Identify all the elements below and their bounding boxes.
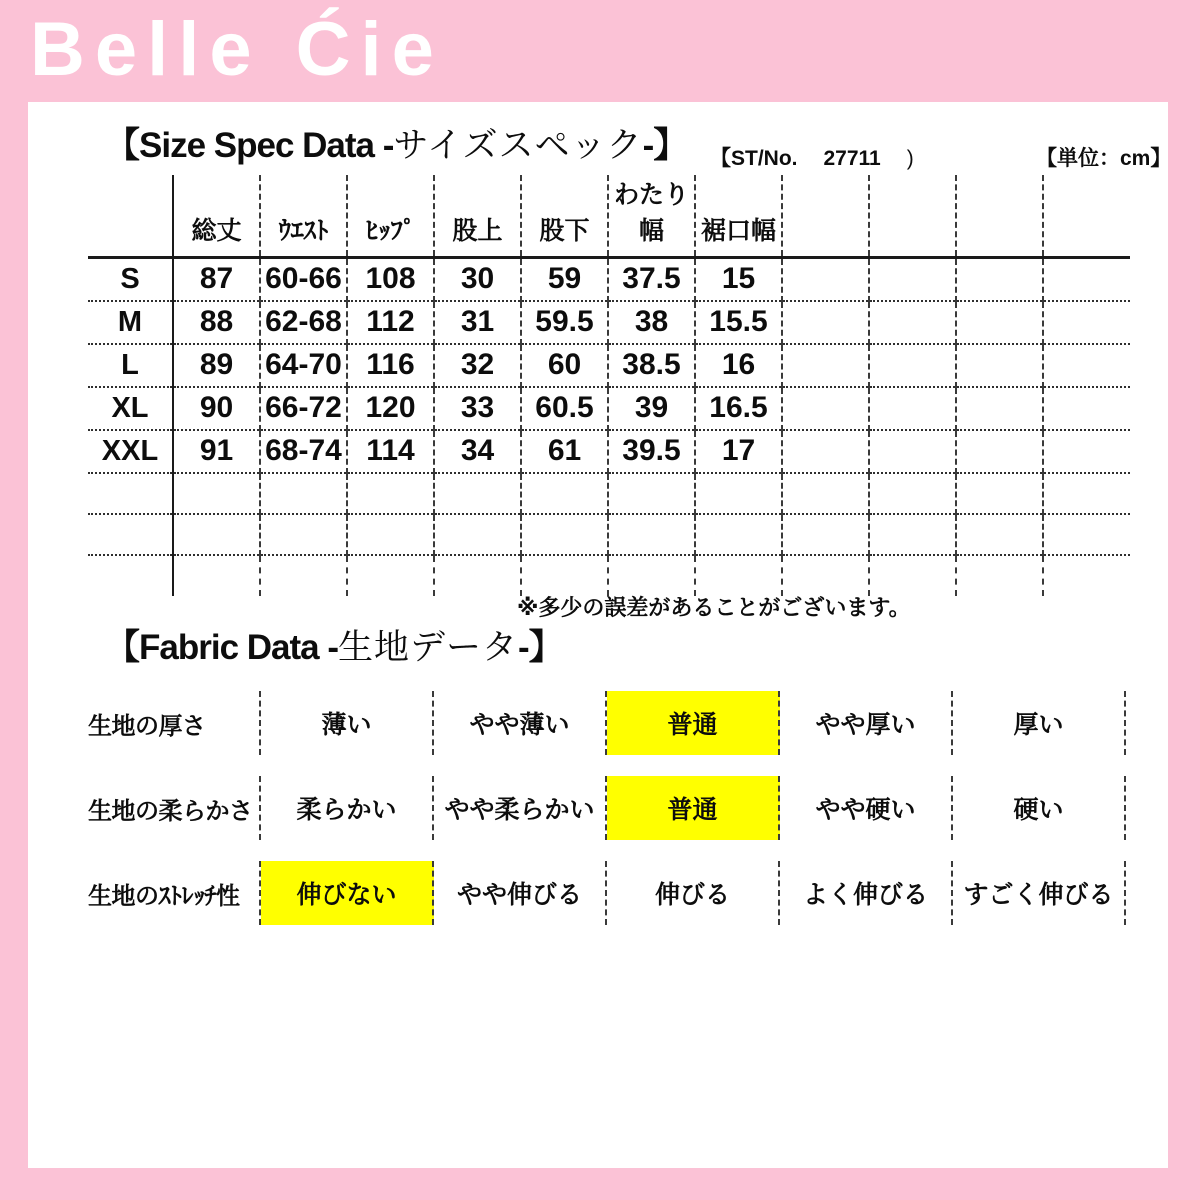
size-spec-heading-close: -】 <box>642 126 688 165</box>
size-cell-empty <box>1043 301 1130 344</box>
size-row <box>88 387 1130 430</box>
size-cell-empty <box>695 514 782 555</box>
size-cell: 34 <box>434 430 521 473</box>
size-col-header-empty <box>782 175 869 258</box>
fabric-row-label: 生地のｽﾄﾚｯﾁ性 <box>88 861 261 925</box>
fabric-data-heading-jp: 生地データ <box>338 628 519 667</box>
size-cell-empty <box>869 430 956 473</box>
size-cell-empty <box>88 514 173 555</box>
fabric-row <box>88 691 1154 755</box>
size-cell-empty <box>88 473 173 514</box>
size-cell-empty <box>347 473 434 514</box>
size-cell: 90 <box>173 387 260 430</box>
size-cell: 60.5 <box>521 387 608 430</box>
size-cell-empty <box>347 555 434 596</box>
fabric-option: やや伸びる <box>434 861 607 925</box>
size-cell: 114 <box>347 430 434 473</box>
size-cell-empty <box>434 514 521 555</box>
size-table-body <box>88 258 1130 596</box>
size-cell: 31 <box>434 301 521 344</box>
size-cell-empty <box>1043 555 1130 596</box>
size-row-label: XXL <box>88 430 173 473</box>
size-col-header-empty <box>869 175 956 258</box>
size-cell: 17 <box>695 430 782 473</box>
size-cell-empty <box>782 473 869 514</box>
fabric-option: 伸びる <box>607 861 780 925</box>
fabric-option: やや厚い <box>780 691 953 755</box>
size-cell: 87 <box>173 258 260 301</box>
size-spec-heading <box>105 126 687 166</box>
size-cell: 88 <box>173 301 260 344</box>
size-col-header: ｳｴｽﾄ <box>260 175 347 258</box>
unit-label: 【単位：cm】 <box>1036 147 1172 170</box>
fabric-option: よく伸びる <box>780 861 953 925</box>
fabric-row <box>88 861 1154 925</box>
size-row <box>88 301 1130 344</box>
size-col-header: ﾋｯﾌﾟ <box>347 175 434 258</box>
size-cell-empty <box>1043 514 1130 555</box>
size-row <box>88 430 1130 473</box>
size-cell: 15.5 <box>695 301 782 344</box>
size-cell: 30 <box>434 258 521 301</box>
size-row-label: S <box>88 258 173 301</box>
size-table-head <box>88 175 1130 258</box>
tolerance-note: ※多少の誤差があることがございます。 <box>517 595 911 620</box>
size-cell-empty <box>782 258 869 301</box>
size-cell-empty <box>869 473 956 514</box>
size-cell: 62-68 <box>260 301 347 344</box>
size-cell-empty <box>782 301 869 344</box>
size-cell-empty <box>521 555 608 596</box>
size-cell-empty <box>1043 387 1130 430</box>
size-cell-empty <box>608 514 695 555</box>
fabric-data-heading-en: 【Fabric Data - <box>105 628 338 667</box>
fabric-option: 柔らかい <box>261 776 434 840</box>
size-cell-empty <box>782 430 869 473</box>
size-cell-empty <box>695 473 782 514</box>
size-cell: 59 <box>521 258 608 301</box>
size-cell-empty <box>956 514 1043 555</box>
size-cell-empty <box>1043 258 1130 301</box>
size-corner-cell <box>88 175 173 258</box>
brand-logo-word2: Ćie <box>295 7 444 92</box>
size-table-header-row <box>88 175 1130 258</box>
size-cell-empty <box>782 555 869 596</box>
size-cell: 68-74 <box>260 430 347 473</box>
size-cell-empty <box>869 344 956 387</box>
style-number-value: 27711 <box>823 147 881 170</box>
size-cell-empty <box>260 473 347 514</box>
size-cell: 16 <box>695 344 782 387</box>
size-cell-empty <box>608 473 695 514</box>
size-empty-row <box>88 514 1130 555</box>
size-empty-row <box>88 555 1130 596</box>
size-table <box>88 175 1130 596</box>
size-row <box>88 258 1130 301</box>
size-cell: 59.5 <box>521 301 608 344</box>
size-cell-empty <box>1043 473 1130 514</box>
size-cell: 120 <box>347 387 434 430</box>
fabric-data-heading-close: -】 <box>518 628 563 667</box>
fabric-data-heading <box>105 628 563 668</box>
size-cell-empty <box>956 430 1043 473</box>
fabric-option: やや柔らかい <box>434 776 607 840</box>
size-cell-empty <box>173 514 260 555</box>
size-cell: 15 <box>695 258 782 301</box>
size-col-header: 裾口幅 <box>695 175 782 258</box>
brand-logo-word1: Belle <box>30 7 262 92</box>
size-cell: 91 <box>173 430 260 473</box>
size-cell: 64-70 <box>260 344 347 387</box>
fabric-option: やや薄い <box>434 691 607 755</box>
size-cell-empty <box>956 555 1043 596</box>
content-panel <box>28 102 1172 1168</box>
fabric-row <box>88 776 1154 840</box>
fabric-option: やや硬い <box>780 776 953 840</box>
size-cell-empty <box>88 555 173 596</box>
size-cell-empty <box>956 258 1043 301</box>
size-cell: 38.5 <box>608 344 695 387</box>
size-cell-empty <box>521 514 608 555</box>
fabric-row-label: 生地の厚さ <box>88 691 261 755</box>
size-cell-empty <box>608 555 695 596</box>
size-col-header: わたり幅 <box>608 175 695 258</box>
size-col-header: 股上 <box>434 175 521 258</box>
size-cell: 33 <box>434 387 521 430</box>
size-col-header-empty <box>1043 175 1130 258</box>
size-cell-empty <box>869 258 956 301</box>
size-cell: 66-72 <box>260 387 347 430</box>
fabric-option-selected: 伸びない <box>261 861 434 925</box>
size-cell-empty <box>956 344 1043 387</box>
size-cell-empty <box>782 387 869 430</box>
fabric-option-selected: 普通 <box>607 691 780 755</box>
size-cell: 89 <box>173 344 260 387</box>
size-cell-empty <box>347 514 434 555</box>
size-cell-empty <box>782 514 869 555</box>
size-cell: 112 <box>347 301 434 344</box>
size-cell: 60 <box>521 344 608 387</box>
fabric-option: 薄い <box>261 691 434 755</box>
size-cell-empty <box>869 387 956 430</box>
size-cell-empty <box>173 473 260 514</box>
size-cell: 39.5 <box>608 430 695 473</box>
size-cell: 32 <box>434 344 521 387</box>
size-cell-empty <box>521 473 608 514</box>
style-number-close: ) <box>906 147 914 170</box>
size-cell-empty <box>260 555 347 596</box>
size-cell-empty <box>1043 344 1130 387</box>
fabric-row-label: 生地の柔らかさ <box>88 776 261 840</box>
size-cell-empty <box>434 473 521 514</box>
size-row-label: M <box>88 301 173 344</box>
size-spec-heading-jp: サイズスペック <box>393 126 643 165</box>
size-col-header: 総丈 <box>173 175 260 258</box>
size-cell-empty <box>782 344 869 387</box>
fabric-option: すごく伸びる <box>953 861 1126 925</box>
size-row-label: L <box>88 344 173 387</box>
size-row <box>88 344 1130 387</box>
size-cell: 108 <box>347 258 434 301</box>
size-cell-empty <box>956 387 1043 430</box>
size-cell: 16.5 <box>695 387 782 430</box>
size-cell: 38 <box>608 301 695 344</box>
size-cell-empty <box>260 514 347 555</box>
size-col-header: 股下 <box>521 175 608 258</box>
style-number-label: 【ST/No. <box>710 147 798 170</box>
size-cell: 39 <box>608 387 695 430</box>
size-cell-empty <box>695 555 782 596</box>
size-row-label: XL <box>88 387 173 430</box>
style-number <box>710 142 914 172</box>
fabric-option-selected: 普通 <box>607 776 780 840</box>
size-cell-empty <box>956 301 1043 344</box>
fabric-table <box>88 691 1154 946</box>
size-cell-empty <box>869 555 956 596</box>
size-cell-empty <box>173 555 260 596</box>
size-cell: 37.5 <box>608 258 695 301</box>
size-cell-empty <box>434 555 521 596</box>
size-cell-empty <box>1043 430 1130 473</box>
brand-logo <box>30 6 444 93</box>
size-cell-empty <box>869 514 956 555</box>
size-cell: 61 <box>521 430 608 473</box>
size-spec-heading-en: 【Size Spec Data - <box>105 126 394 165</box>
size-empty-row <box>88 473 1130 514</box>
fabric-option: 厚い <box>953 691 1126 755</box>
fabric-option: 硬い <box>953 776 1126 840</box>
size-cell: 116 <box>347 344 434 387</box>
size-col-header-empty <box>956 175 1043 258</box>
size-cell-empty <box>956 473 1043 514</box>
size-cell: 60-66 <box>260 258 347 301</box>
size-cell-empty <box>869 301 956 344</box>
